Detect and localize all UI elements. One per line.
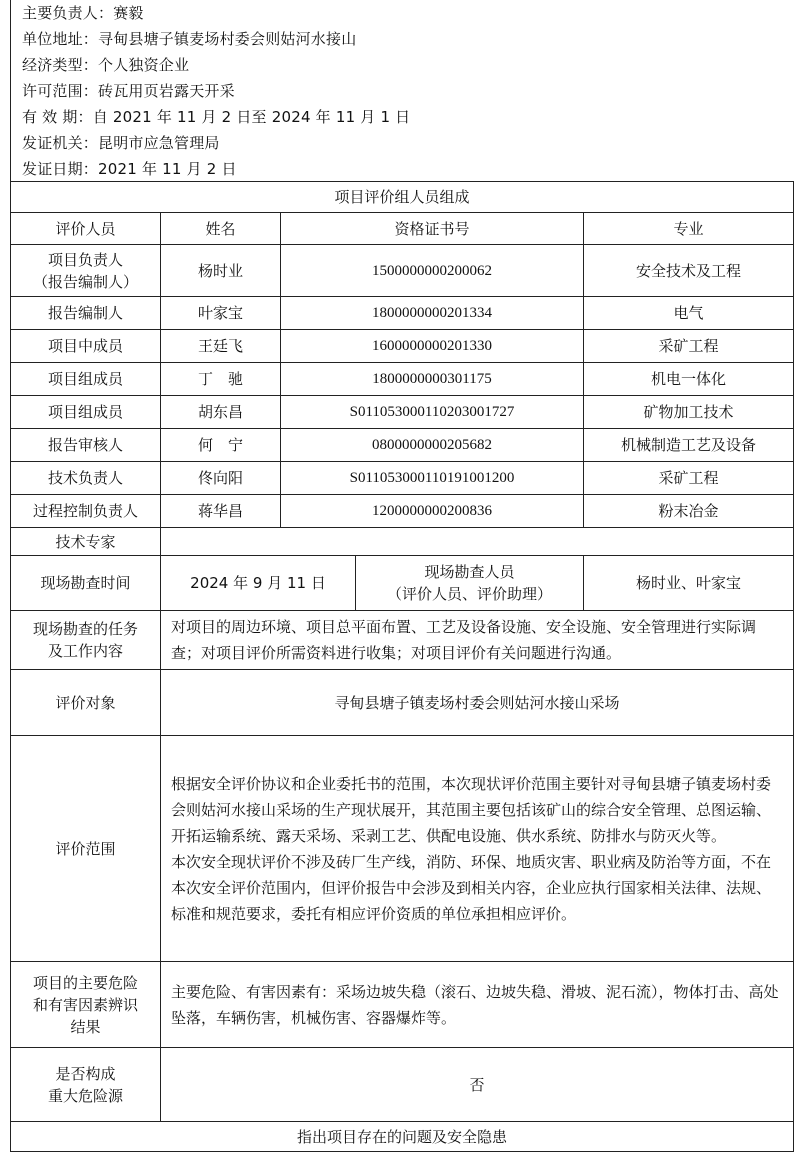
row-major: 粉末冶金 <box>584 495 794 528</box>
row-role: 报告审核人 <box>11 429 161 462</box>
team-title: 项目评价组人员组成 <box>11 182 794 213</box>
scope-row <box>11 736 794 962</box>
row-name: 丁 驰 <box>161 363 281 396</box>
survey-row <box>11 556 794 611</box>
row-cert: 1200000000200836 <box>281 495 584 528</box>
row-major: 矿物加工技术 <box>584 396 794 429</box>
info-economic-type: 经济类型：个人独资企业 <box>22 56 190 74</box>
row-cert: 1500000000200062 <box>281 245 584 297</box>
row-cert: 1600000000201330 <box>281 330 584 363</box>
expert-row <box>11 528 794 556</box>
row-role: 过程控制负责人 <box>11 495 161 528</box>
hazards-value: 主要危险、有害因素有：采场边坡失稳（滚石、边坡失稳、滑坡、泥石流），物体打击、高处坠落，车辆伤害，机械伤害、容器爆炸等。 <box>161 962 794 1048</box>
major-hazard-value: 否 <box>161 1048 794 1122</box>
row-name: 王廷飞 <box>161 330 281 363</box>
row-role: 项目中成员 <box>11 330 161 363</box>
row-role: 项目负责人 （报告编制人） <box>11 245 161 297</box>
info-license-scope: 许可范围：砖瓦用页岩露天开采 <box>22 82 235 100</box>
table-row <box>11 363 794 396</box>
survey-staff-label: 现场勘查人员 （评价人员、评价助理） <box>356 556 584 611</box>
header-cert: 资格证书号 <box>281 213 584 245</box>
row-name: 杨时业 <box>161 245 281 297</box>
object-value: 寻甸县塘子镇麦场村委会则姑河水接山采场 <box>161 670 794 736</box>
row-major: 机电一体化 <box>584 363 794 396</box>
row-role: 项目组成员 <box>11 396 161 429</box>
survey-time-label: 现场勘查时间 <box>11 556 161 611</box>
survey-task-label: 现场勘查的任务 及工作内容 <box>11 611 161 670</box>
left-margin-line <box>10 0 11 181</box>
scope-paragraph-2: 本次安全现状评价不涉及砖厂生产线，消防、环保、地质灾害、职业病及防治等方面，不在本次安全评价范围内，但评价报告中会涉及到相关内容，企业应执行国家相关法律、法规、标准和规范要求，委托有相应评价资质的单位承担相应评价。 <box>171 852 772 923</box>
table-row <box>11 495 794 528</box>
scope-label: 评价范围 <box>11 736 161 962</box>
table-row <box>11 396 794 429</box>
header-name: 姓名 <box>161 213 281 245</box>
row-major: 采矿工程 <box>584 462 794 495</box>
header-role: 评价人员 <box>11 213 161 245</box>
row-major: 电气 <box>584 297 794 330</box>
info-responsible-person: 主要负责人：赛毅 <box>22 4 144 22</box>
scope-value <box>161 736 794 962</box>
row-name: 胡东昌 <box>161 396 281 429</box>
object-label: 评价对象 <box>11 670 161 736</box>
header-major: 专业 <box>584 213 794 245</box>
team-title-row <box>11 182 794 213</box>
issues-row <box>11 1122 794 1152</box>
table-row <box>11 462 794 495</box>
survey-task-row <box>11 611 794 670</box>
row-major: 采矿工程 <box>584 330 794 363</box>
row-major: 安全技术及工程 <box>584 245 794 297</box>
team-header-row <box>11 213 794 245</box>
row-name: 蒋华昌 <box>161 495 281 528</box>
table-row <box>11 245 794 297</box>
row-major: 机械制造工艺及设备 <box>584 429 794 462</box>
major-hazard-row <box>11 1048 794 1122</box>
table-row <box>11 429 794 462</box>
info-issuer: 发证机关：昆明市应急管理局 <box>22 134 220 152</box>
row-name: 叶家宝 <box>161 297 281 330</box>
row-cert: 1800000000301175 <box>281 363 584 396</box>
expert-label: 技术专家 <box>11 528 161 556</box>
row-cert: 1800000000201334 <box>281 297 584 330</box>
survey-task-value: 对项目的周边环境、项目总平面布置、工艺及设备设施、安全设施、安全管理进行实际调查；对项目评价所需资料进行收集；对项目评价有关问题进行沟通。 <box>161 611 794 670</box>
expert-value <box>161 528 794 556</box>
row-role: 技术负责人 <box>11 462 161 495</box>
row-cert: S011053000110191001200 <box>281 462 584 495</box>
hazards-row <box>11 962 794 1048</box>
row-cert: S011053000110203001727 <box>281 396 584 429</box>
info-address: 单位地址：寻甸县塘子镇麦场村委会则姑河水接山 <box>22 30 357 48</box>
row-role: 报告编制人 <box>11 297 161 330</box>
issues-title: 指出项目存在的问题及安全隐患 <box>11 1122 794 1152</box>
table-row <box>11 297 794 330</box>
major-hazard-label: 是否构成 重大危险源 <box>11 1048 161 1122</box>
info-validity: 有 效 期：自 2021 年 11 月 2 日至 2024 年 11 月 1 日 <box>22 108 411 126</box>
table-row <box>11 330 794 363</box>
survey-staff-value: 杨时业、叶家宝 <box>584 556 794 611</box>
license-info <box>22 0 792 182</box>
row-name: 佟向阳 <box>161 462 281 495</box>
scope-paragraph-1: 根据安全评价协议和企业委托书的范围，本次现状评价范围主要针对寻甸县塘子镇麦场村委会则姑河水接山采场的生产现状展开，其范围主要包括该矿山的综合安全管理、总图运输、开拓运输系统、露天采场、采剥工艺、供配电设施、供水系统、防排水与防灭火等。 <box>171 774 772 845</box>
hazards-label: 项目的主要危险 和有害因素辨识 结果 <box>11 962 161 1048</box>
row-cert: 0800000000205682 <box>281 429 584 462</box>
row-role: 项目组成员 <box>11 363 161 396</box>
evaluation-table <box>10 181 794 1152</box>
survey-time-value: 2024 年 9 月 11 日 <box>161 556 356 611</box>
info-issue-date: 发证日期：2021 年 11 月 2 日 <box>22 160 237 178</box>
object-row <box>11 670 794 736</box>
row-name: 何 宁 <box>161 429 281 462</box>
